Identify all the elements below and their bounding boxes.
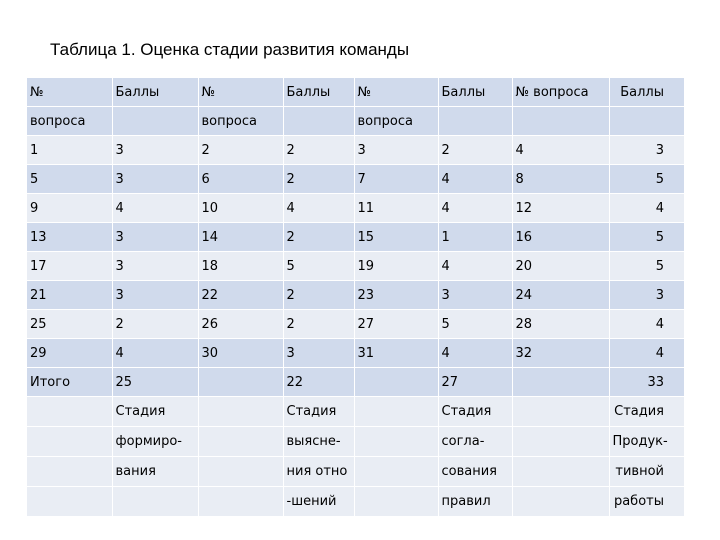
table-cell: 31: [354, 339, 438, 368]
total-value: 22: [283, 368, 354, 397]
stage-row: [27, 397, 684, 427]
empty-cell: [198, 397, 283, 427]
table-cell: 4: [112, 194, 198, 223]
total-value: 27: [438, 368, 512, 397]
stage-label: выясне-: [283, 427, 354, 457]
header-cell: [609, 107, 684, 136]
table-cell: 14: [198, 223, 283, 252]
table-cell: 26: [198, 310, 283, 339]
table-cell: 1: [27, 136, 112, 165]
table-cell: 7: [354, 165, 438, 194]
table-cell: 4: [438, 339, 512, 368]
header-row: [27, 107, 684, 136]
header-cell: [283, 107, 354, 136]
stage-label: Продук-: [609, 427, 684, 457]
stage-row: [27, 487, 684, 517]
header-cell: Баллы: [112, 78, 198, 107]
total-value: 25: [112, 368, 198, 397]
table-cell: 1: [438, 223, 512, 252]
table-cell: 29: [27, 339, 112, 368]
table-cell: 13: [27, 223, 112, 252]
stage-label: согла-: [438, 427, 512, 457]
table-row: [27, 310, 684, 339]
table-cell: 3: [112, 165, 198, 194]
header-cell: Баллы: [283, 78, 354, 107]
header-row: [27, 78, 684, 107]
table-cell: 3: [354, 136, 438, 165]
table-cell: 3: [112, 223, 198, 252]
header-cell: вопроса: [198, 107, 283, 136]
table-cell: 28: [512, 310, 609, 339]
table-cell: 15: [354, 223, 438, 252]
table-cell: 6: [198, 165, 283, 194]
stage-label: формиро-: [112, 427, 198, 457]
empty-cell: [27, 457, 112, 487]
empty-cell: [198, 487, 283, 517]
table-cell: 10: [198, 194, 283, 223]
table-cell: 3: [609, 136, 684, 165]
table-cell: 23: [354, 281, 438, 310]
table-cell: 3: [112, 136, 198, 165]
header-cell: Баллы: [609, 78, 684, 107]
header-cell: №: [198, 78, 283, 107]
table-title: Таблица 1. Оценка стадии развития команды: [50, 40, 410, 59]
table-cell: 3: [112, 281, 198, 310]
stage-row: [27, 457, 684, 487]
table-row: [27, 339, 684, 368]
header-cell: вопроса: [27, 107, 112, 136]
table-cell: 5: [609, 165, 684, 194]
table-cell: 18: [198, 252, 283, 281]
table-cell: 2: [283, 136, 354, 165]
total-value: [354, 368, 438, 397]
header-cell: №: [354, 78, 438, 107]
table-cell: 2: [438, 136, 512, 165]
empty-cell: [354, 427, 438, 457]
table-cell: 2: [283, 223, 354, 252]
stage-label: -шений: [283, 487, 354, 517]
header-cell: вопроса: [354, 107, 438, 136]
stage-label: [112, 487, 198, 517]
table-cell: 5: [27, 165, 112, 194]
stage-label: правил: [438, 487, 512, 517]
table-cell: 25: [27, 310, 112, 339]
table-cell: 4: [438, 165, 512, 194]
header-cell: Баллы: [438, 78, 512, 107]
table-cell: 32: [512, 339, 609, 368]
table-cell: 5: [438, 310, 512, 339]
stage-label: ния отно: [283, 457, 354, 487]
table-cell: 3: [283, 339, 354, 368]
empty-cell: [512, 487, 609, 517]
table-cell: 4: [112, 339, 198, 368]
header-cell: [438, 107, 512, 136]
table-cell: 21: [27, 281, 112, 310]
table-cell: 4: [512, 136, 609, 165]
total-row: [27, 368, 684, 397]
stage-label: работы: [609, 487, 684, 517]
table-cell: 5: [609, 252, 684, 281]
empty-cell: [512, 397, 609, 427]
table-cell: 2: [283, 281, 354, 310]
empty-cell: [198, 457, 283, 487]
header-cell: № вопроса: [512, 78, 609, 107]
empty-cell: [27, 427, 112, 457]
table-cell: 27: [354, 310, 438, 339]
stage-label: Стадия: [112, 397, 198, 427]
header-cell: [112, 107, 198, 136]
stage-label: тивной: [609, 457, 684, 487]
table-cell: 9: [27, 194, 112, 223]
table-cell: 19: [354, 252, 438, 281]
table-cell: 12: [512, 194, 609, 223]
table-cell: 2: [112, 310, 198, 339]
table-cell: 3: [438, 281, 512, 310]
table-cell: 4: [438, 252, 512, 281]
table-cell: 5: [609, 223, 684, 252]
table-row: [27, 136, 684, 165]
stage-row: [27, 427, 684, 457]
table-cell: 22: [198, 281, 283, 310]
stage-label: вания: [112, 457, 198, 487]
empty-cell: [354, 397, 438, 427]
table-cell: 8: [512, 165, 609, 194]
empty-cell: [354, 457, 438, 487]
empty-cell: [512, 457, 609, 487]
empty-cell: [512, 427, 609, 457]
scores-table: [27, 78, 684, 517]
table-cell: 30: [198, 339, 283, 368]
table-cell: 24: [512, 281, 609, 310]
total-value: [198, 368, 283, 397]
empty-cell: [27, 397, 112, 427]
table-cell: 17: [27, 252, 112, 281]
table-cell: 4: [609, 194, 684, 223]
table-cell: 4: [609, 310, 684, 339]
stage-label: Стадия: [283, 397, 354, 427]
table-cell: 5: [283, 252, 354, 281]
table-cell: 20: [512, 252, 609, 281]
total-value: 33: [609, 368, 684, 397]
table-cell: 3: [609, 281, 684, 310]
table-cell: 16: [512, 223, 609, 252]
table-row: [27, 194, 684, 223]
table-cell: 4: [283, 194, 354, 223]
empty-cell: [27, 487, 112, 517]
table-row: [27, 252, 684, 281]
table-cell: 3: [112, 252, 198, 281]
header-cell: [512, 107, 609, 136]
table-cell: 2: [283, 310, 354, 339]
table-cell: 2: [198, 136, 283, 165]
table-cell: 2: [283, 165, 354, 194]
stage-label: сования: [438, 457, 512, 487]
table-row: [27, 223, 684, 252]
table-row: [27, 165, 684, 194]
table-cell: 4: [438, 194, 512, 223]
empty-cell: [354, 487, 438, 517]
header-cell: №: [27, 78, 112, 107]
total-value: [512, 368, 609, 397]
table-cell: 4: [609, 339, 684, 368]
table-row: [27, 281, 684, 310]
table-cell: 11: [354, 194, 438, 223]
empty-cell: [198, 427, 283, 457]
stage-label: Стадия: [609, 397, 684, 427]
stage-label: Стадия: [438, 397, 512, 427]
total-label: Итого: [27, 368, 112, 397]
